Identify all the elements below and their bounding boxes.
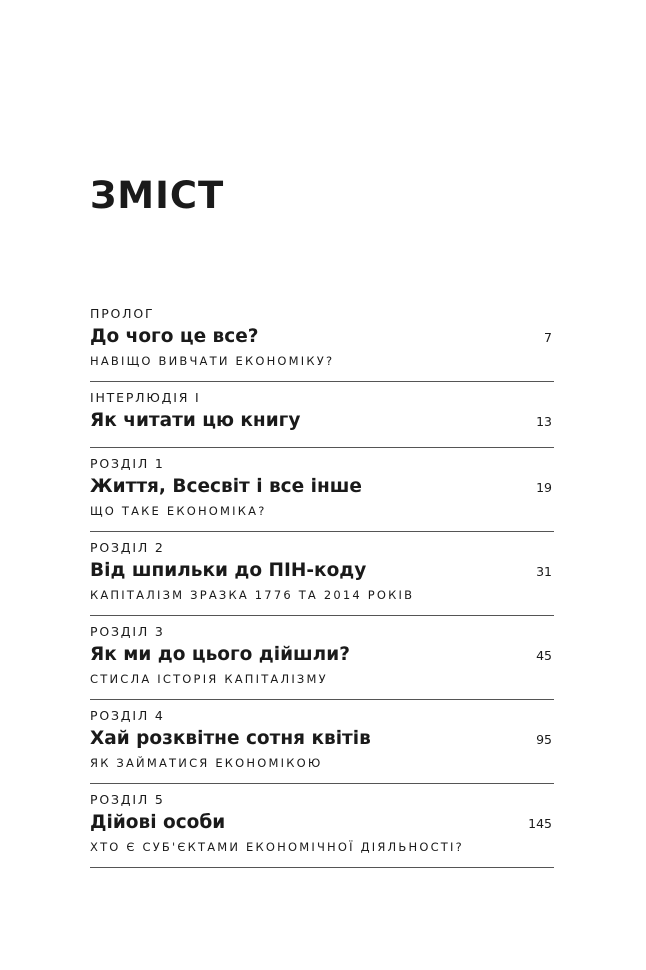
toc-entry-prologue[interactable] bbox=[90, 298, 554, 382]
table-of-contents bbox=[90, 298, 554, 868]
toc-entry-page: 7 bbox=[544, 330, 552, 345]
toc-entry-subtitle: ЩО ТАКЕ ЕКОНОМІКА? bbox=[90, 504, 267, 518]
toc-entry-label: ПРОЛОГ bbox=[90, 306, 155, 321]
toc-entry-interlude-1[interactable] bbox=[90, 382, 554, 448]
toc-entry-chapter-4[interactable] bbox=[90, 700, 554, 784]
toc-entry-title: Від шпильки до ПІН-коду bbox=[90, 560, 367, 581]
toc-entry-chapter-5[interactable] bbox=[90, 784, 554, 868]
toc-entry-subtitle: ХТО Є СУБ'ЄКТАМИ ЕКОНОМІЧНОЇ ДІЯЛЬНОСТІ? bbox=[90, 840, 464, 854]
toc-entry-label: ІНТЕРЛЮДІЯ І bbox=[90, 390, 201, 405]
toc-entry-page: 145 bbox=[528, 816, 552, 831]
toc-entry-label: РОЗДІЛ 1 bbox=[90, 456, 165, 471]
toc-entry-title: Хай розквітне сотня квітів bbox=[90, 728, 371, 749]
toc-entry-chapter-2[interactable] bbox=[90, 532, 554, 616]
toc-entry-label: РОЗДІЛ 5 bbox=[90, 792, 165, 807]
toc-entry-label: РОЗДІЛ 3 bbox=[90, 624, 165, 639]
toc-entry-page: 31 bbox=[536, 564, 552, 579]
toc-entry-page: 19 bbox=[536, 480, 552, 495]
toc-entry-label: РОЗДІЛ 2 bbox=[90, 540, 165, 555]
toc-entry-subtitle: СТИСЛА ІСТОРІЯ КАПІТАЛІЗМУ bbox=[90, 672, 328, 686]
toc-entry-title: Життя, Всесвіт і все інше bbox=[90, 476, 362, 497]
toc-entry-subtitle: ЯК ЗАЙМАТИСЯ ЕКОНОМІКОЮ bbox=[90, 756, 323, 770]
toc-entry-label: РОЗДІЛ 4 bbox=[90, 708, 165, 723]
toc-entry-title: Дійові особи bbox=[90, 812, 226, 833]
toc-entry-title: Як читати цю книгу bbox=[90, 410, 301, 431]
toc-entry-page: 13 bbox=[536, 414, 552, 429]
toc-entry-page: 95 bbox=[536, 732, 552, 747]
toc-entry-title: До чого це все? bbox=[90, 326, 259, 347]
toc-entry-chapter-1[interactable] bbox=[90, 448, 554, 532]
toc-entry-chapter-3[interactable] bbox=[90, 616, 554, 700]
toc-entry-title: Як ми до цього дійшли? bbox=[90, 644, 350, 665]
toc-entry-subtitle: КАПІТАЛІЗМ ЗРАЗКА 1776 ТА 2014 РОКІВ bbox=[90, 588, 415, 602]
toc-entry-page: 45 bbox=[536, 648, 552, 663]
toc-entry-subtitle: НАВІЩО ВИВЧАТИ ЕКОНОМІКУ? bbox=[90, 354, 335, 368]
page-title: ЗМІСТ bbox=[90, 174, 225, 217]
